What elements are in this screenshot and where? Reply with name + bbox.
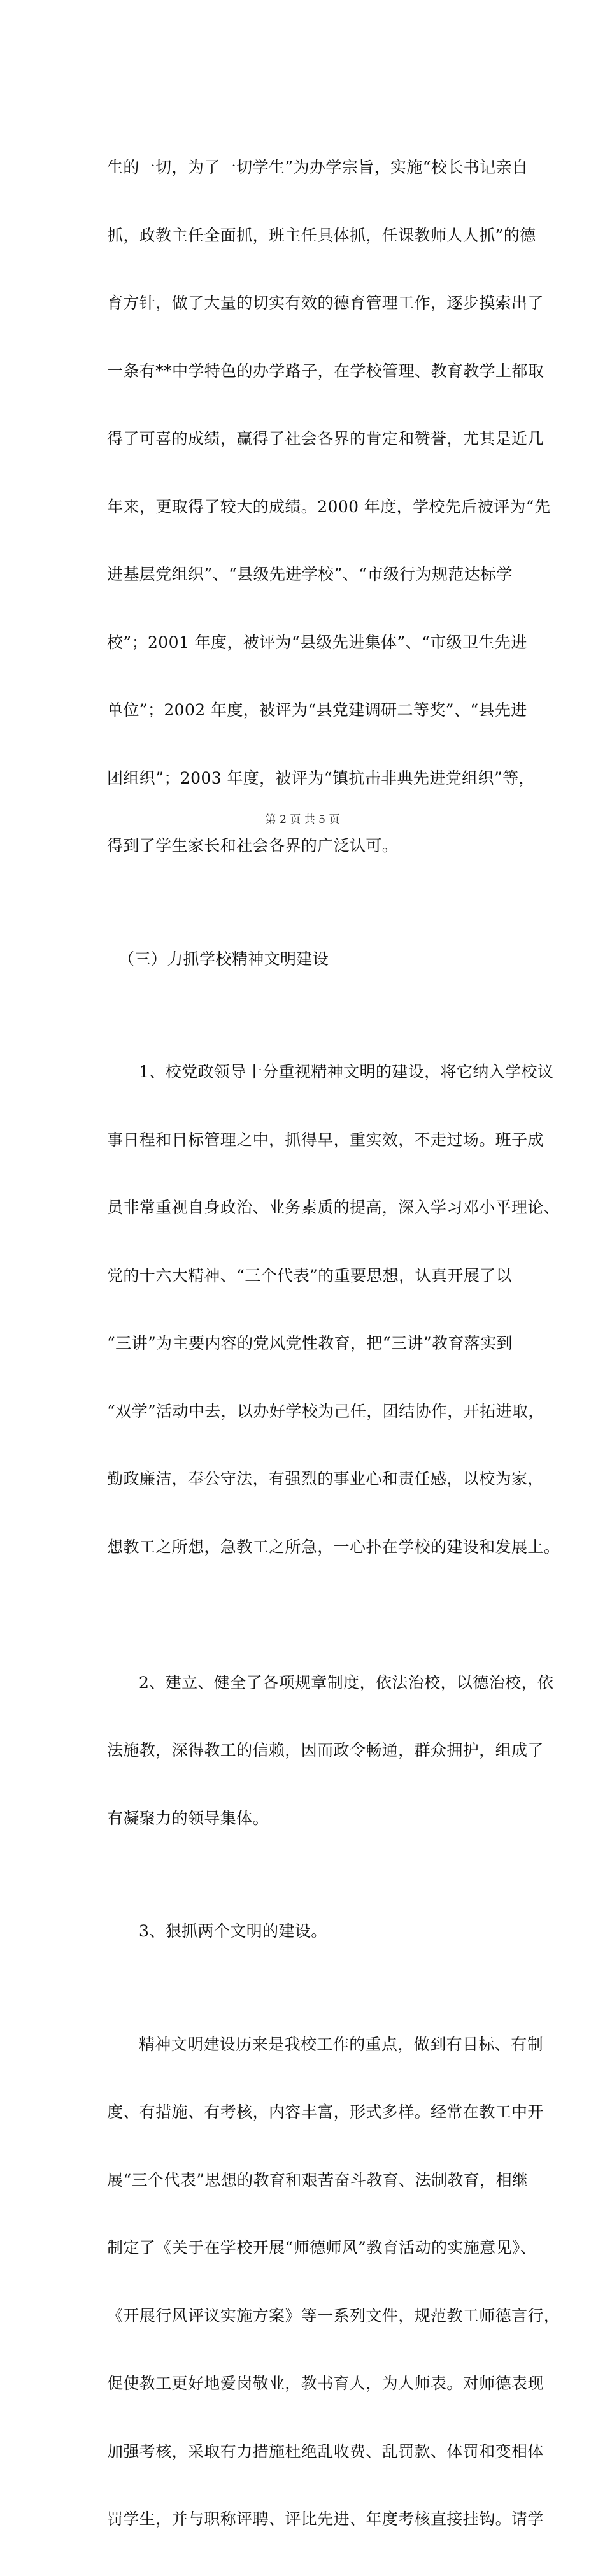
text-line: 得到了学生家长和社会各界的广泛认可。 — [107, 836, 399, 855]
text-line: 抓，政教主任全面抓，班主任具体抓，任课教师人人抓”的德 — [107, 225, 536, 245]
text-line: 进基层党组织”、“县级先进学校”、“市级行为规范达标学 — [107, 565, 513, 583]
paragraph-3-heading — [107, 1875, 553, 1988]
text-line: 制定了《关于在学校开展“师德师风”教育活动的实施意见》、 — [107, 2238, 537, 2257]
text-line: 育方针，做了大量的切实有效的德育管理工作，逐步摸索出了 — [107, 294, 544, 312]
text-line: 员非常重视自身政治、业务素质的提高，深入学习邓小平理论、 — [107, 1198, 560, 1217]
text-line: 2、建立、健全了各项规章制度，依法治校，以德治校，依 — [139, 1673, 554, 1692]
heading-text: （三）力抓学校精神文明建设 — [118, 949, 329, 968]
text-line: 精神文明建设历来是我校工作的重点，做到有目标、有制 — [139, 2035, 544, 2054]
text-line: 1、校党政领导十分重视精神文明的建设，将它纳入学校议 — [139, 1063, 554, 1081]
text-line: 党的十六大精神、“三个代表”的重要思想，认真开展了以 — [107, 1266, 512, 1285]
text-line: 团组织”；2003 年度，被评为“镇抗击非典先进党组织”等， — [107, 768, 535, 787]
document-body — [107, 111, 560, 2576]
paragraph-2 — [107, 1626, 553, 1875]
text-line: 勤政廉洁，奉公守法，有强烈的事业心和责任感，以校为家， — [107, 1470, 544, 1488]
paragraph-gap — [107, 1603, 553, 1626]
text-line: 加强考核，采取有力措施杜绝乱收费、乱罚款、体罚和变相体 — [107, 2442, 544, 2461]
text-line: 年来，更取得了较大的成绩。2000 年度，学校先后被评为“先 — [107, 497, 551, 516]
text-line: 《开展行风评议实施方案》等一系列文件，规范教工师德言行， — [107, 2306, 560, 2325]
text-line: 生的一切，为了一切学生”为办学宗旨，实施“校长书记亲自 — [107, 158, 529, 176]
text-line: “双学”活动中去，以办好学校为己任，团结协作，开拓进取， — [107, 1401, 544, 1420]
text-line: 想教工之所想，急教工之所急，一心扑在学校的建设和发展上。 — [107, 1537, 560, 1556]
page-number-label: 第 2 页 共 5 页 — [265, 813, 340, 826]
text-line: 一条有**中学特色的办学路子，在学校管理、教育教学上都取 — [107, 361, 544, 380]
text-line: 罚学生，并与职称评聘、评比先进、年度考核直接挂钩。请学 — [107, 2510, 544, 2528]
page-footer — [0, 810, 605, 826]
text-line: 有凝聚力的领导集体。 — [107, 1808, 269, 1828]
text-line: 得了可喜的成绩，赢得了社会各界的肯定和赞誉，尤其是近几 — [107, 429, 544, 448]
text-line: “三讲”为主要内容的党风党性教育，把“三讲”教育落实到 — [107, 1334, 513, 1352]
text-line: 校”；2001 年度，被评为“县级先进集体”、“市级卫生先进 — [107, 633, 527, 652]
section-heading — [107, 903, 553, 1016]
text-line: 展“三个代表”思想的教育和艰苦奋斗教育、法制教育，相继 — [107, 2170, 529, 2189]
text-line: 法施教，深得教工的信赖，因而政令畅通，群众拥护，组成了 — [107, 1741, 544, 1759]
text-line: 单位”；2002 年度，被评为“县党建调研二等奖”、“县先进 — [107, 701, 527, 719]
text-line: 度、有措施、有考核，内容丰富，形式多样。经常在教工中开 — [107, 2103, 544, 2121]
text-line: 事日程和目标管理之中，抓得早，重实效，不走过场。班子成 — [107, 1130, 544, 1149]
text-line: 促使教工更好地爱岗敬业，教书育人，为人师表。对师德表现 — [107, 2374, 544, 2393]
paragraph-intro — [107, 111, 553, 903]
paragraph-4 — [107, 1988, 560, 2576]
paragraph-1 — [107, 1015, 560, 1603]
text-line: 3、狠抓两个文明的建设。 — [139, 1922, 327, 1940]
